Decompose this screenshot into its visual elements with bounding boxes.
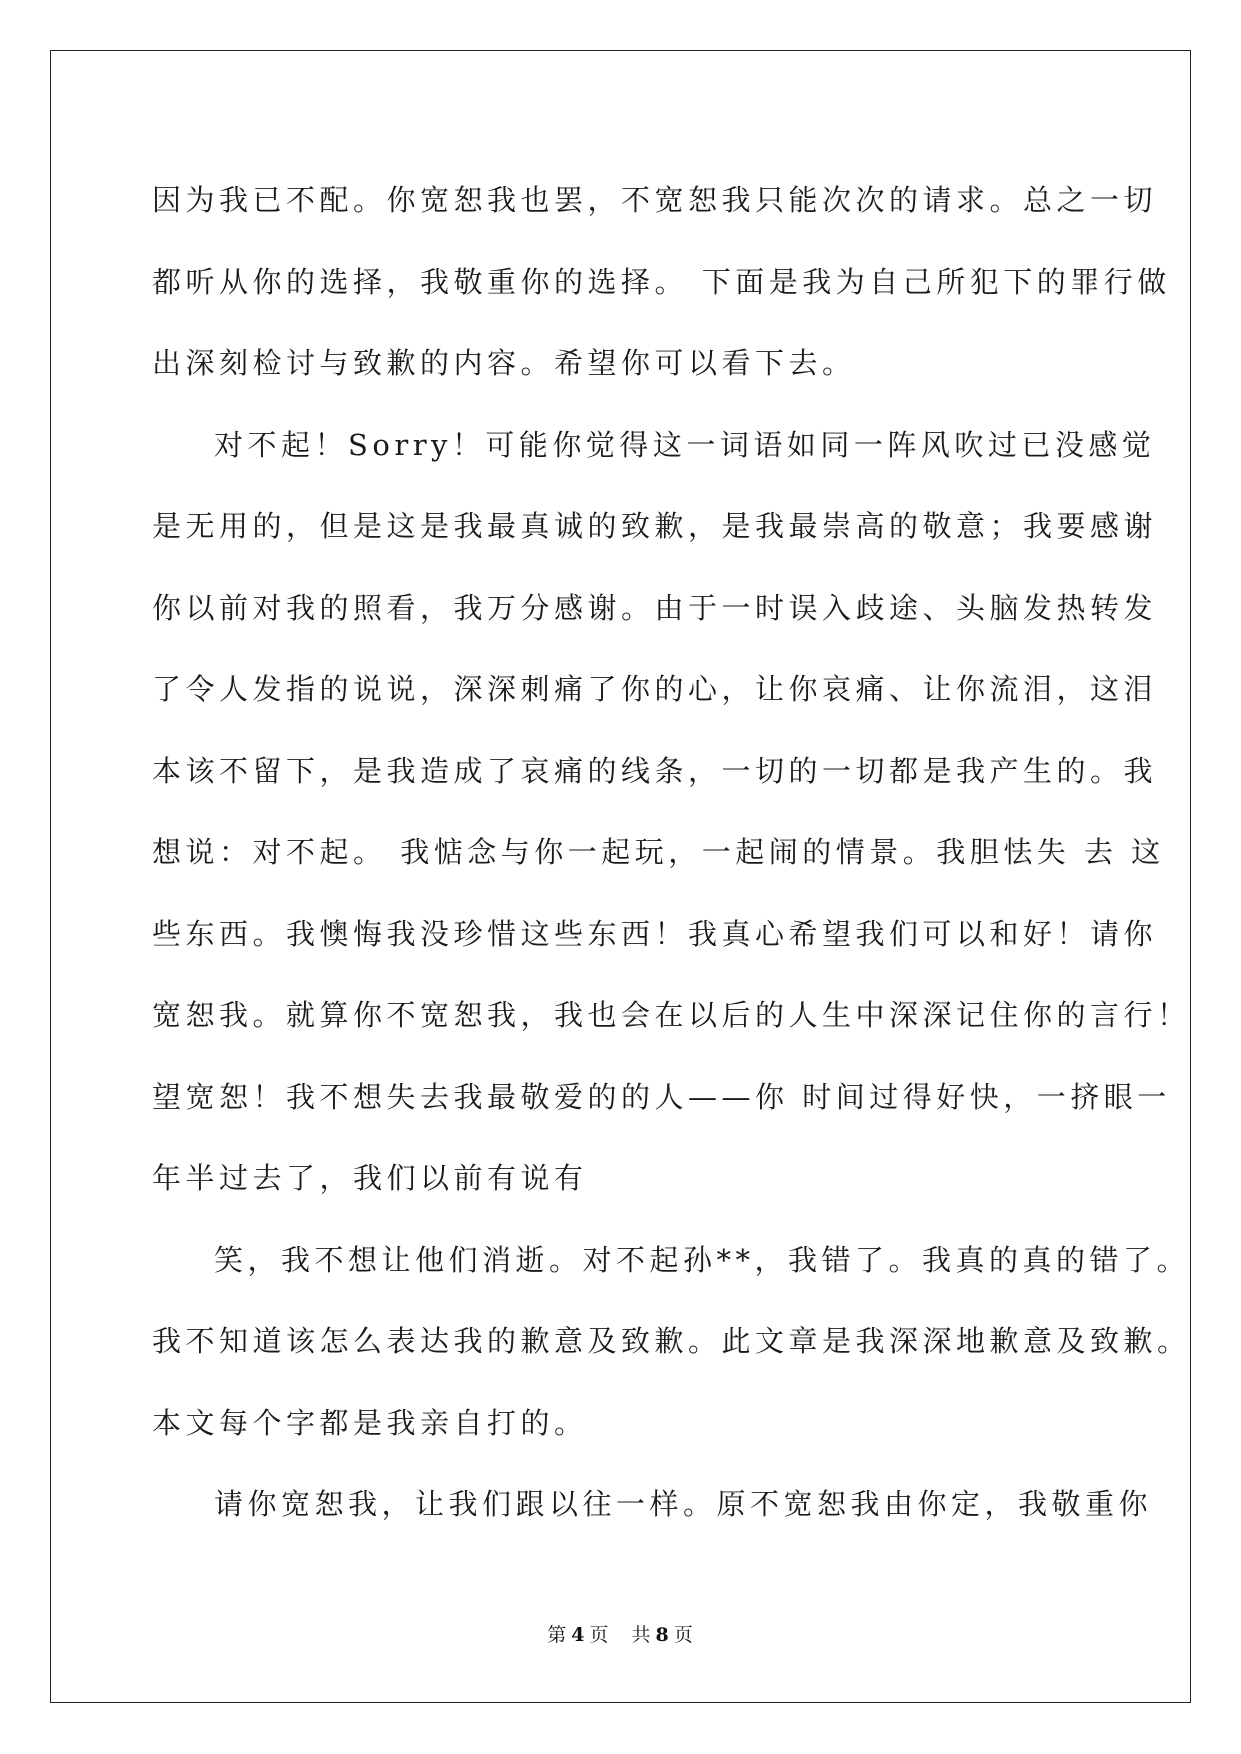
text-line: 年半过去了，我们以前有说有 bbox=[152, 1161, 588, 1195]
document-body bbox=[152, 160, 1191, 1546]
paragraph bbox=[152, 160, 1171, 405]
text-line: 了令人发指的说说，深深刺痛了你的心，让你哀痛、让你流泪，这泪 bbox=[152, 672, 1158, 706]
total-prefix: 共 bbox=[631, 1624, 652, 1646]
text-line: 对不起！Sorry！可能你觉得这一词语如同一阵风吹过已没感觉 bbox=[214, 427, 1156, 462]
page-suffix: 页 bbox=[589, 1624, 610, 1646]
page-prefix: 第 bbox=[547, 1624, 568, 1646]
text-line: 想说：对不起。 我惦念与你一起玩，一起闹的情景。我胆怯失 去 这 bbox=[152, 835, 1165, 869]
paragraph bbox=[152, 1464, 1153, 1546]
text-line: 请你宽恕我，让我们跟以往一样。原不宽恕我由你定，我敬重你 bbox=[214, 1487, 1153, 1521]
text-line: 是无用的，但是这是我最真诚的致歉，是我最崇高的敬意；我要感谢 bbox=[152, 509, 1158, 543]
text-line: 望宽恕！我不想失去我最敬爱的的人——你 时间过得好快，一挤眼一 bbox=[152, 1079, 1171, 1114]
paragraph bbox=[152, 1220, 1191, 1465]
text-line: 些东西。我懊悔我没珍惜这些东西！我真心希望我们可以和好！请你 bbox=[152, 916, 1158, 951]
text-line: 本文每个字都是我亲自打的。 bbox=[152, 1405, 588, 1440]
text-line: 本该不留下，是我造成了哀痛的线条，一切的一切都是我产生的。我 bbox=[152, 753, 1158, 788]
text-line: 笑，我不想让他们消逝。对不起孙**，我错了。我真的真的错了。 bbox=[214, 1242, 1191, 1277]
total-suffix: 页 bbox=[673, 1624, 694, 1646]
text-line: 宽恕我。就算你不宽恕我，我也会在以后的人生中深深记住你的言行！ bbox=[152, 998, 1191, 1032]
text-line: 都听从你的选择，我敬重你的选择。 下面是我为自己所犯下的罪行做 bbox=[152, 264, 1171, 299]
text-line: 你以前对我的照看，我万分感谢。由于一时误入歧途、头脑发热转发 bbox=[152, 590, 1158, 625]
page-number: 4 bbox=[571, 1624, 586, 1646]
text-line: 因为我已不配。你宽恕我也罢，不宽恕我只能次次的请求。总之一切 bbox=[152, 183, 1158, 217]
text-line: 出深刻检讨与致歉的内容。希望你可以看下去。 bbox=[152, 346, 856, 380]
page-footer bbox=[0, 1620, 1241, 1647]
paragraph bbox=[152, 405, 1191, 1220]
total-pages: 8 bbox=[655, 1624, 670, 1646]
text-line: 我不知道该怎么表达我的歉意及致歉。此文章是我深深地歉意及致歉。 bbox=[152, 1324, 1191, 1358]
